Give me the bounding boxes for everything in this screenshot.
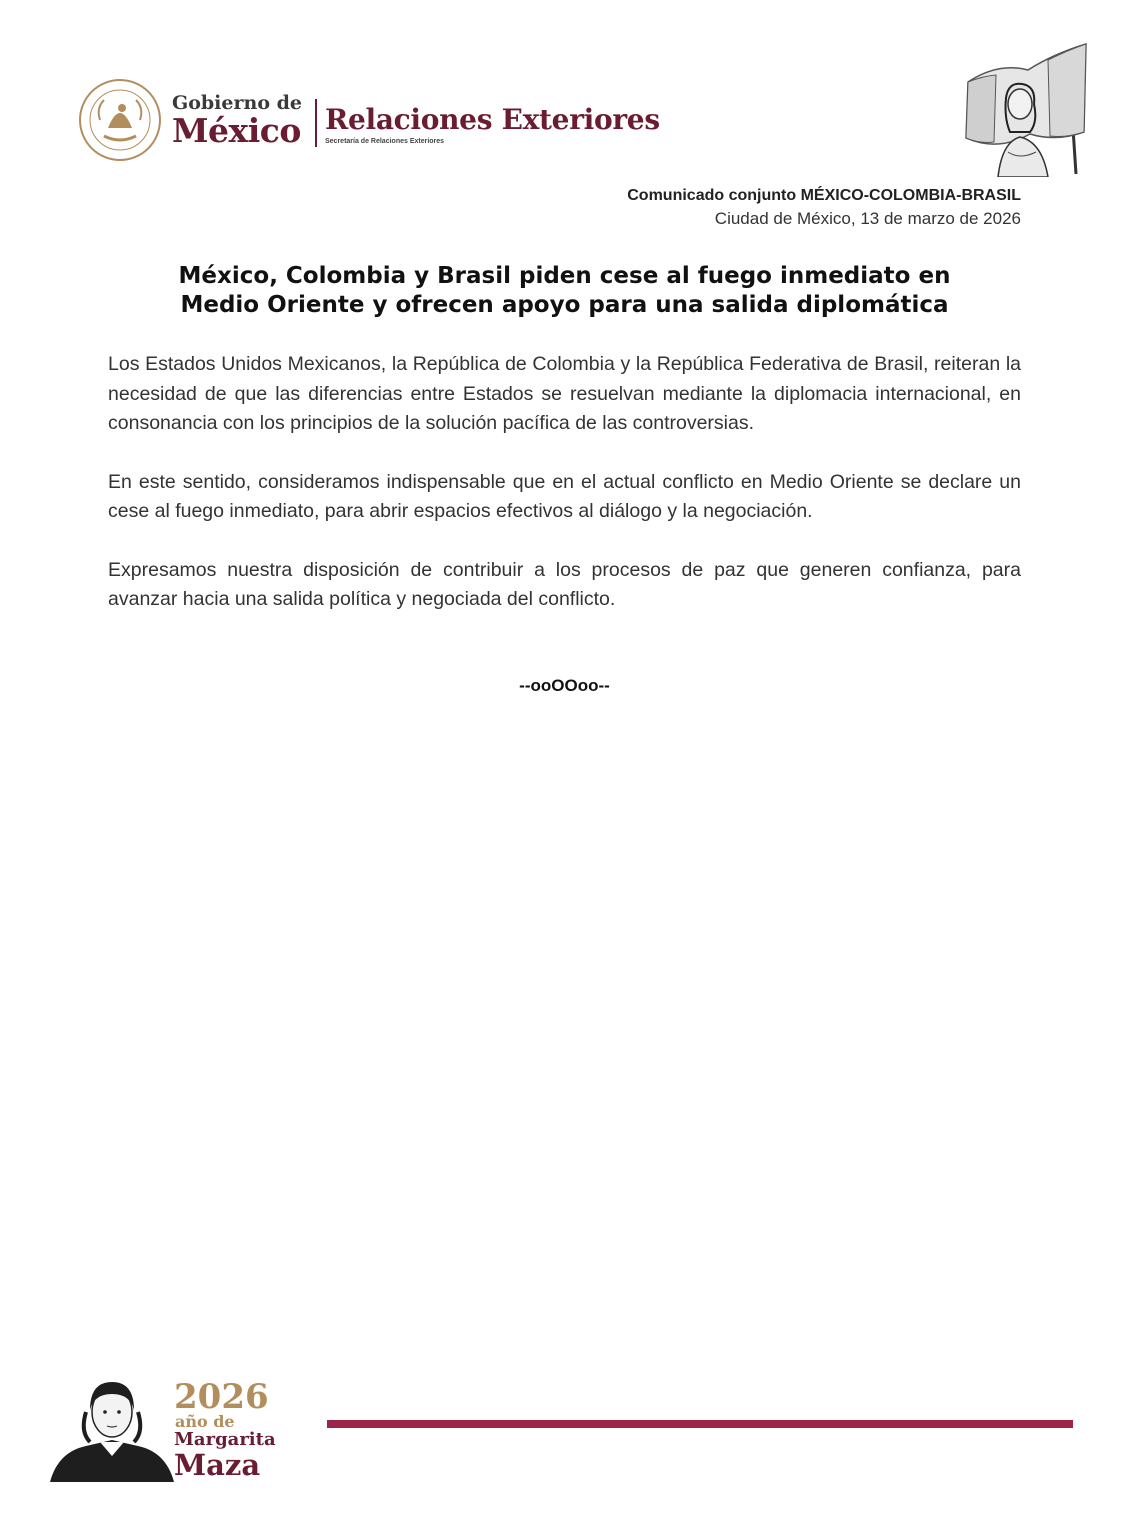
- logo-divider: [315, 99, 317, 147]
- letterhead: [0, 0, 1131, 190]
- ministry-subtitle: Secretaría de Relaciones Exteriores: [325, 138, 445, 145]
- heroine-with-flag-illustration: [958, 42, 1090, 177]
- motto-ano-de: año de: [175, 1412, 235, 1431]
- page-title: [108, 262, 1021, 320]
- place-date: Ciudad de México, 13 de marzo de 2026: [714, 209, 1021, 228]
- gobierno-line1: Gobierno de: [172, 92, 302, 114]
- paragraph-3: Expresamos nuestra disposición de contribuir a los procesos de paz que generen confianza, para avanzar hacia una salida política y negociada del conflicto.: [108, 558, 1021, 610]
- year-motto: [174, 1377, 276, 1482]
- document-meta: [627, 185, 1021, 231]
- paragraph-2: En este sentido, consideramos indispensable que en el actual conflicto en Medio Oriente se declare un cese al fuego inmediato, para abrir espacios efectivos al diálogo y la negociación.: [108, 470, 1021, 522]
- paragraph-1: Los Estados Unidos Mexicanos, la República de Colombia y la República Federativa de Brasil, reiteran la necesidad de que las diferencias entre Estados se resuelvan mediante la diplomacia internacional, en consonancia con los principios de la solución pacífica de las controversias.: [108, 353, 1021, 434]
- document-body: [108, 350, 1021, 644]
- motto-name-1: Margarita: [174, 1429, 276, 1450]
- title-line-1: México, Colombia y Brasil piden cese al fuego inmediato en: [178, 263, 951, 289]
- sre-logo: [325, 104, 660, 146]
- gobierno-de-mexico-logo: [172, 93, 302, 149]
- gobierno-line2: México: [172, 111, 301, 150]
- margarita-maza-portrait: [50, 1372, 174, 1482]
- motto-name-2: Maza: [174, 1448, 261, 1482]
- ministry-name: Relaciones Exteriores: [325, 103, 660, 136]
- closing-mark: --ooOOoo--: [519, 676, 610, 695]
- title-line-2: Medio Oriente y ofrecen apoyo para una salida diplomática: [180, 292, 949, 318]
- coat-of-arms-icon: [78, 78, 162, 162]
- footer-divider: [327, 1420, 1073, 1428]
- document-type: Comunicado conjunto MÉXICO-COLOMBIA-BRASIL: [627, 187, 1021, 204]
- motto-year: 2026: [174, 1377, 269, 1417]
